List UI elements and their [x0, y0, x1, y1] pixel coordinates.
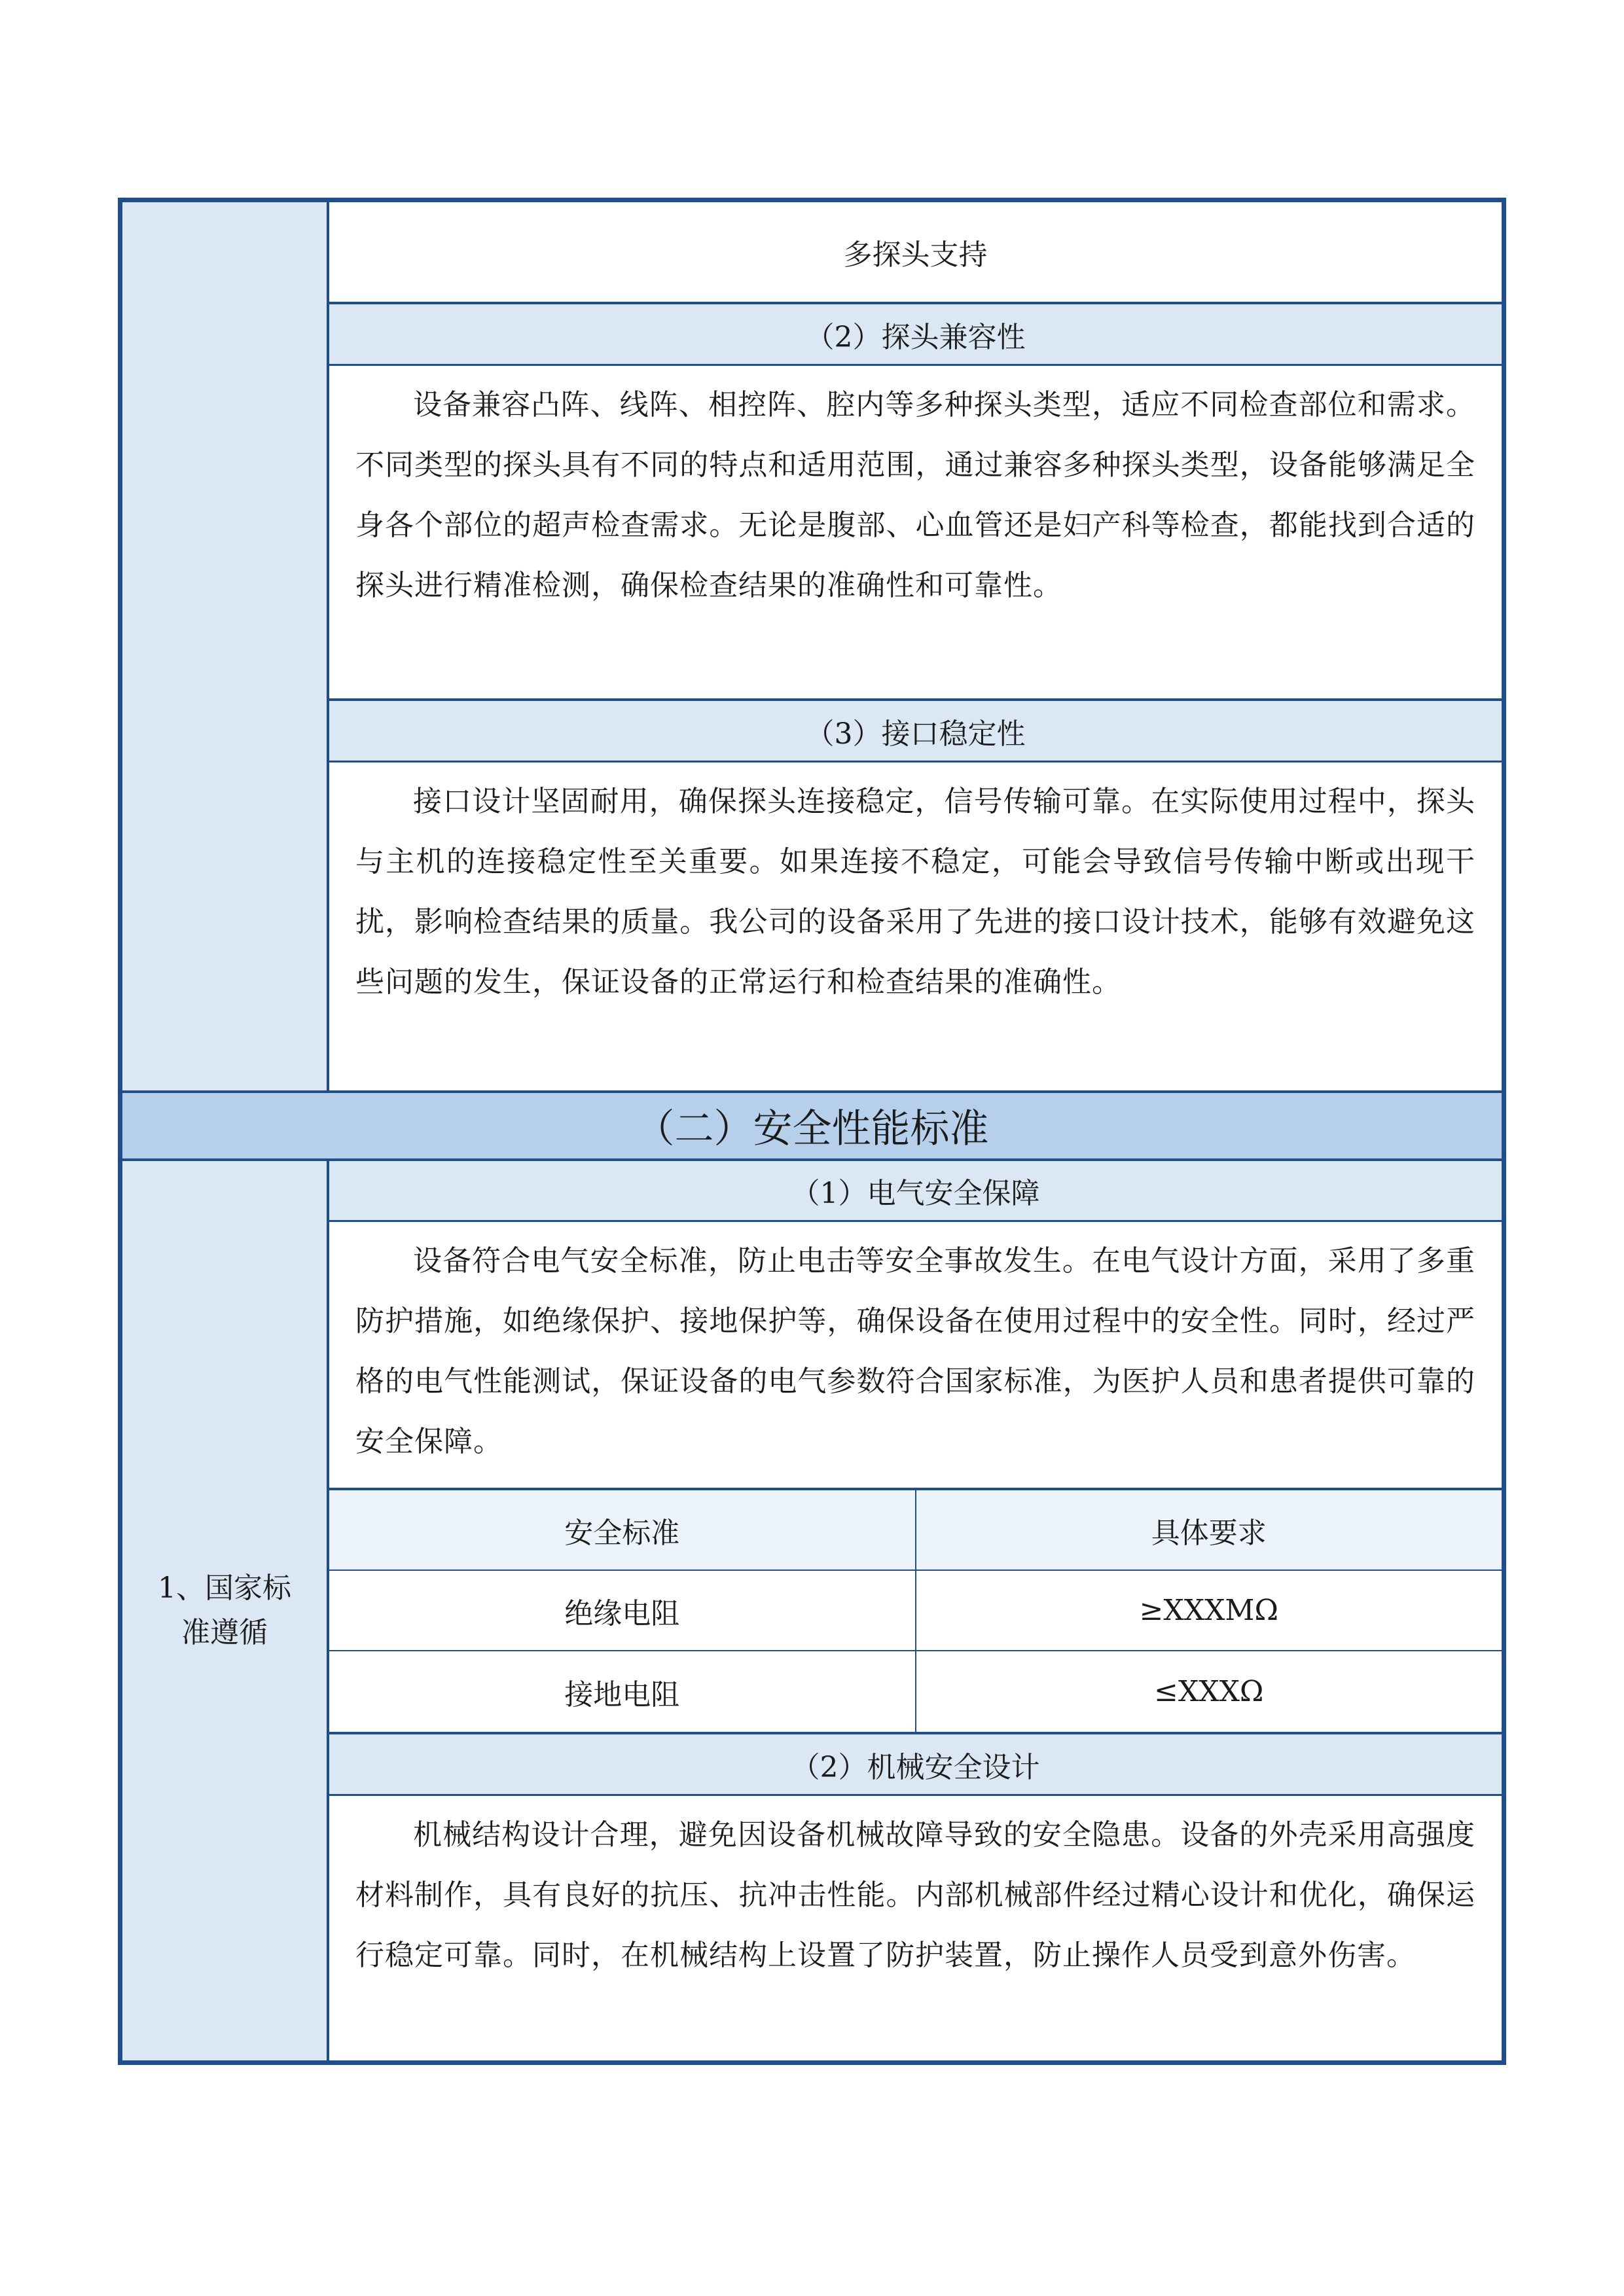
table-cell: 绝缘电阻 [564, 1596, 680, 1630]
table-cell: ≥XXXMΩ [915, 1571, 1502, 1650]
table-row [329, 1651, 1502, 1732]
left-label-cell-top [122, 202, 329, 1090]
mechanical-safety-paragraph: 机械结构设计合理，避免因设备机械故障导致的安全隐患。设备的外壳采用高强度材料制作，具有良好的抗压、抗冲击性能。内部机械部件经过精心设计和优化，确保运行稳定可靠。同时，在机械结构上设置了防护装置，防止操作人员受到意外伤害。 [355, 1818, 1475, 1972]
national-standard-label: 1、国家标准遵循 [158, 1571, 291, 1649]
safety-standard-table [329, 1488, 1502, 1734]
left-label-cell [122, 1161, 329, 2060]
mechanical-safety-heading: （2）机械安全设计 [329, 1732, 1502, 1796]
probe-compat-paragraph: 设备兼容凸阵、线阵、相控阵、腔内等多种探头类型，适应不同检查部位和需求。不同类型的探头具有不同的特点和适用范围，通过兼容多种探头类型，设备能够满足全身各个部位的超声检查需求。无论是腹部、心血管还是妇产科等检查，都能找到合适的探头进行精准检测，确保检查结果的准确性和可靠性。 [355, 388, 1475, 602]
table-cell: ≤XXXΩ [915, 1651, 1502, 1732]
electrical-safety-heading: （1）电气安全保障 [329, 1161, 1502, 1222]
table-header-cell: 具体要求 [915, 1490, 1502, 1570]
table-header-row [329, 1490, 1502, 1571]
electrical-safety-paragraph: 设备符合电气安全标准，防止电击等安全事故发生。在电气设计方面，采用了多重防护措施，如绝缘保护、接地保护等，确保设备在使用过程中的安全性。同时，经过严格的电气性能测试，保证设备的电气参数符合国家标准，为医护人员和患者提供可靠的安全保障。 [355, 1244, 1475, 1458]
right-content-bottom [329, 1161, 1502, 2060]
multi-probe-title: 多探头支持 [843, 238, 988, 272]
section-title: （二）安全性能标准 [122, 1090, 1502, 1161]
interface-stability-paragraph: 接口设计坚固耐用，确保探头连接稳定，信号传输可靠。在实际使用过程中，探头与主机的连接稳定性至关重要。如果连接不稳定，可能会导致信号传输中断或出现干扰，影响检查结果的质量。我公司的设备采用了先进的接口设计技术，能够有效避免这些问题的发生，保证设备的正常运行和检查结果的准确性。 [355, 785, 1475, 999]
right-content-top [329, 202, 1502, 1090]
table-header-cell: 安全标准 [564, 1516, 680, 1550]
probe-compat-heading: （2）探头兼容性 [329, 302, 1502, 366]
interface-stability-heading: （3）接口稳定性 [329, 698, 1502, 762]
table-row [329, 1571, 1502, 1651]
table-cell: 接地电阻 [564, 1677, 680, 1712]
spec-table [118, 198, 1506, 2065]
